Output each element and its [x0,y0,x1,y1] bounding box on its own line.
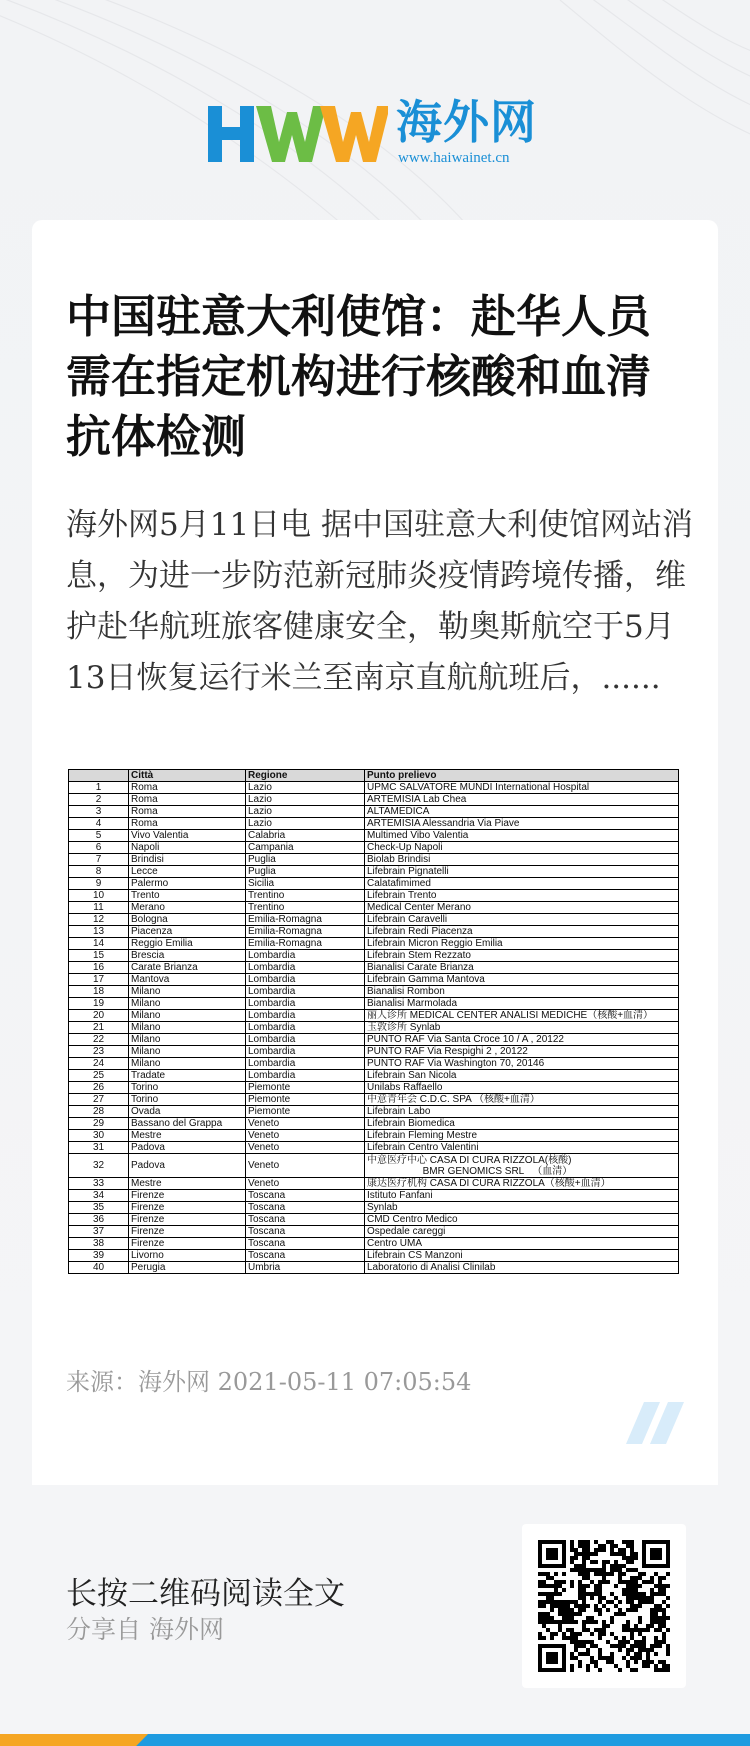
table-row [69,926,679,938]
table-cell: Roma [129,818,246,830]
table-cell: Lifebrain Trento [365,890,679,902]
table-header-cell: Città [129,770,246,782]
table-cell: 28 [69,1106,129,1118]
table-cell: Emilia-Romagna [246,914,365,926]
table-cell: Lazio [246,782,365,794]
table-cell: Lifebrain Pignatelli [365,866,679,878]
table-cell: Palermo [129,878,246,890]
logo-chinese-name: 海外网 [396,95,537,149]
table-cell: 玉敦诊所 Synlab [365,1022,679,1034]
table-cell: Lifebrain Micron Reggio Emilia [365,938,679,950]
table-cell: 丽人诊所 MEDICAL CENTER ANALISI MEDICHE（核酸+血清） [365,1010,679,1022]
table-cell: Centro UMA [365,1238,679,1250]
table-cell: Torino [129,1082,246,1094]
table-cell: Bianalisi Rombon [365,986,679,998]
table-row [69,1130,679,1142]
table-cell: Firenze [129,1238,246,1250]
table-cell: 6 [69,842,129,854]
table-cell: PUNTO RAF Via Washington 70, 20146 [365,1058,679,1070]
table-cell: Milano [129,1046,246,1058]
table-row [69,842,679,854]
table-cell: Lombardia [246,1058,365,1070]
table-cell: Bianalisi Marmolada [365,998,679,1010]
table-cell: Roma [129,782,246,794]
table-row [69,974,679,986]
table-row [69,902,679,914]
table-cell: Laboratorio di Analisi Clinilab [365,1262,679,1274]
table-cell: Toscana [246,1250,365,1262]
table-cell: Milano [129,986,246,998]
table-cell: 22 [69,1034,129,1046]
table-cell: 3 [69,806,129,818]
table-cell: 中意青年会 C.D.C. SPA （核酸+血清） [365,1094,679,1106]
table-cell: 中意医疗中心 CASA DI CURA RIZZOLA(核酸) BMR GENOMICS SRL （血清） [365,1154,679,1178]
table-cell: Firenze [129,1226,246,1238]
table-cell: Puglia [246,854,365,866]
table-cell: Lombardia [246,1070,365,1082]
table-cell: Bologna [129,914,246,926]
table-header-cell [69,770,129,782]
table-cell: Roma [129,794,246,806]
table-cell: 24 [69,1058,129,1070]
table-cell: Medical Center Merano [365,902,679,914]
table-row [69,950,679,962]
table-cell: Emilia-Romagna [246,938,365,950]
article-title: 中国驻意大利使馆：赴华人员需在指定机构进行核酸和血清抗体检测 [66,290,652,463]
table-cell: Campania [246,842,365,854]
table-cell: Merano [129,902,246,914]
table-cell: ARTEMISIA Alessandria Via Piave [365,818,679,830]
table-cell: Livorno [129,1250,246,1262]
table-cell: Piemonte [246,1094,365,1106]
table-cell: Piemonte [246,1082,365,1094]
table-cell: Firenze [129,1214,246,1226]
table-cell: Lifebrain Fleming Mestre [365,1130,679,1142]
table-cell: 8 [69,866,129,878]
table-cell: Veneto [246,1178,365,1190]
table-cell: UPMC SALVATORE MUNDI International Hospital [365,782,679,794]
table-row [69,986,679,998]
table-row [69,1082,679,1094]
article-source: 来源：海外网 2021-05-11 07:05:54 [66,1368,472,1396]
bottom-color-bar [0,1734,750,1746]
table-cell: 33 [69,1178,129,1190]
table-cell: Emilia-Romagna [246,926,365,938]
table-cell: 32 [69,1154,129,1178]
table-body [69,782,679,1274]
table-cell: Calabria [246,830,365,842]
table-row [69,1022,679,1034]
table-cell: 30 [69,1130,129,1142]
table-cell: Padova [129,1142,246,1154]
table-cell: Unilabs Raffaello [365,1082,679,1094]
table-cell: PUNTO RAF Via Santa Croce 10 / A , 20122 [365,1034,679,1046]
table-row [69,1190,679,1202]
table-cell: Veneto [246,1154,365,1178]
table-cell: 23 [69,1046,129,1058]
table-cell: Milano [129,998,246,1010]
table-row [69,782,679,794]
table-cell: Lifebrain San Nicola [365,1070,679,1082]
table-cell: Brindisi [129,854,246,866]
table-cell: Lifebrain Labo [365,1106,679,1118]
table-cell: Milano [129,1058,246,1070]
table-row [69,830,679,842]
table-row [69,1010,679,1022]
table-cell: 19 [69,998,129,1010]
table-cell: 27 [69,1094,129,1106]
table-row [69,1070,679,1082]
table-cell: Reggio Emilia [129,938,246,950]
table-cell: Lifebrain Gamma Mantova [365,974,679,986]
table-cell: Lifebrain CS Manzoni [365,1250,679,1262]
table-cell: Bassano del Grappa [129,1118,246,1130]
table-row [69,890,679,902]
table-cell: Lombardia [246,1034,365,1046]
table-row [69,1046,679,1058]
table-cell: Padova [129,1154,246,1178]
article-summary: 海外网5月11日电 据中国驻意大利使馆网站消息，为进一步防范新冠肺炎疫情跨境传播，维护赴华航班旅客健康安全，勒奥斯航空于5月13日恢复运行米兰至南京直航航班后，...... [66,507,694,696]
table-cell: 5 [69,830,129,842]
table-cell: Lazio [246,806,365,818]
table-cell: 38 [69,1238,129,1250]
table-cell: Lifebrain Centro Valentini [365,1142,679,1154]
table-cell: 25 [69,1070,129,1082]
data-table [68,769,679,1274]
table-cell: 11 [69,902,129,914]
table-row [69,938,679,950]
table-cell: Veneto [246,1118,365,1130]
table-cell: Lombardia [246,1010,365,1022]
table-row [69,914,679,926]
table-cell: 14 [69,938,129,950]
table-cell: Lifebrain Biomedica [365,1118,679,1130]
table-cell: Milano [129,1010,246,1022]
table-cell: 17 [69,974,129,986]
table-cell: 31 [69,1142,129,1154]
table-row [69,1118,679,1130]
read-full-prompt: 长按二维码阅读全文 [66,1576,345,1612]
table-cell: Lombardia [246,986,365,998]
table-cell: 36 [69,1214,129,1226]
table-header-row [69,770,679,782]
table-cell: Milano [129,1034,246,1046]
table-cell: 37 [69,1226,129,1238]
table-cell: 7 [69,854,129,866]
table-cell: Trentino [246,902,365,914]
table-row [69,1094,679,1106]
table-cell: Umbria [246,1262,365,1274]
table-cell: Tradate [129,1070,246,1082]
table-cell: ALTAMEDICA [365,806,679,818]
table-cell: Veneto [246,1142,365,1154]
qr-code[interactable] [522,1524,686,1688]
table-row [69,1154,679,1178]
table-cell: Veneto [246,1130,365,1142]
table-cell: Sicilia [246,878,365,890]
table-cell: Firenze [129,1202,246,1214]
table-cell: Brescia [129,950,246,962]
table-cell: Lifebrain Caravelli [365,914,679,926]
table-row [69,1226,679,1238]
table-cell: Puglia [246,866,365,878]
table-cell: Biolab Brindisi [365,854,679,866]
table-row [69,878,679,890]
table-cell: 21 [69,1022,129,1034]
table-row [69,854,679,866]
table-cell: Lazio [246,818,365,830]
table-cell: Lombardia [246,950,365,962]
table-row [69,1034,679,1046]
table-cell: 康达医疗机构 CASA DI CURA RIZZOLA（核酸+血清） [365,1178,679,1190]
table-cell: 29 [69,1118,129,1130]
table-cell: Lifebrain Redi Piacenza [365,926,679,938]
decorative-slashes-icon [626,1402,686,1448]
table-cell: Lombardia [246,998,365,1010]
table-cell: Torino [129,1094,246,1106]
table-cell: 39 [69,1250,129,1262]
table-cell: Mestre [129,1130,246,1142]
table-header-cell: Regione [246,770,365,782]
table-row [69,1106,679,1118]
table-cell: PUNTO RAF Via Respighi 2 , 20122 [365,1046,679,1058]
table-cell: 35 [69,1202,129,1214]
table-cell: 4 [69,818,129,830]
table-cell: CMD Centro Medico [365,1214,679,1226]
table-cell: Roma [129,806,246,818]
table-cell: Mantova [129,974,246,986]
table-cell: 20 [69,1010,129,1022]
table-cell: Check-Up Napoli [365,842,679,854]
table-cell: Lombardia [246,1046,365,1058]
table-cell: 40 [69,1262,129,1274]
table-cell: Lombardia [246,974,365,986]
table-cell: Perugia [129,1262,246,1274]
qr-code-icon [538,1540,670,1672]
table-header-cell: Punto prelievo [365,770,679,782]
table-cell: 34 [69,1190,129,1202]
table-cell: 10 [69,890,129,902]
table-cell: Piemonte [246,1106,365,1118]
table-cell: Synlab [365,1202,679,1214]
table-cell: Toscana [246,1226,365,1238]
table-cell: Calatafimimed [365,878,679,890]
table-cell: Trentino [246,890,365,902]
table-row [69,1058,679,1070]
table-row [69,806,679,818]
table-row [69,1262,679,1274]
table-cell: Bianalisi Carate Brianza [365,962,679,974]
test-sites-table [68,769,678,1274]
table-cell: 26 [69,1082,129,1094]
table-cell: Lombardia [246,962,365,974]
table-cell: Istituto Fanfani [365,1190,679,1202]
table-cell: Mestre [129,1178,246,1190]
table-cell: 15 [69,950,129,962]
table-cell: Piacenza [129,926,246,938]
table-row [69,794,679,806]
table-cell: Trento [129,890,246,902]
table-row [69,1202,679,1214]
table-cell: 12 [69,914,129,926]
table-cell: Lombardia [246,1022,365,1034]
table-cell: 1 [69,782,129,794]
table-cell: Multimed Vibo Valentia [365,830,679,842]
table-row [69,1178,679,1190]
table-cell: Carate Brianza [129,962,246,974]
table-cell: Toscana [246,1202,365,1214]
table-row [69,1214,679,1226]
logo-url[interactable]: www.haiwainet.cn [398,150,510,166]
table-row [69,1250,679,1262]
shared-from: 分享自 海外网 [66,1615,224,1644]
table-cell: Lifebrain Stem Rezzato [365,950,679,962]
bottom-bar-accent [0,1734,148,1746]
table-cell: Vivo Valentia [129,830,246,842]
table-cell: ARTEMISIA Lab Chea [365,794,679,806]
table-cell: Ovada [129,1106,246,1118]
table-cell: Toscana [246,1190,365,1202]
table-cell: Toscana [246,1214,365,1226]
table-row [69,962,679,974]
table-row [69,866,679,878]
table-cell: Lecce [129,866,246,878]
table-cell: 13 [69,926,129,938]
table-cell: 2 [69,794,129,806]
table-cell: Ospedale careggi [365,1226,679,1238]
table-cell: 16 [69,962,129,974]
table-cell: Toscana [246,1238,365,1250]
table-row [69,998,679,1010]
table-cell: Lazio [246,794,365,806]
table-cell: Napoli [129,842,246,854]
table-cell: 9 [69,878,129,890]
table-row [69,1142,679,1154]
table-cell: Firenze [129,1190,246,1202]
table-row [69,818,679,830]
table-cell: Milano [129,1022,246,1034]
table-row [69,1238,679,1250]
table-cell: 18 [69,986,129,998]
